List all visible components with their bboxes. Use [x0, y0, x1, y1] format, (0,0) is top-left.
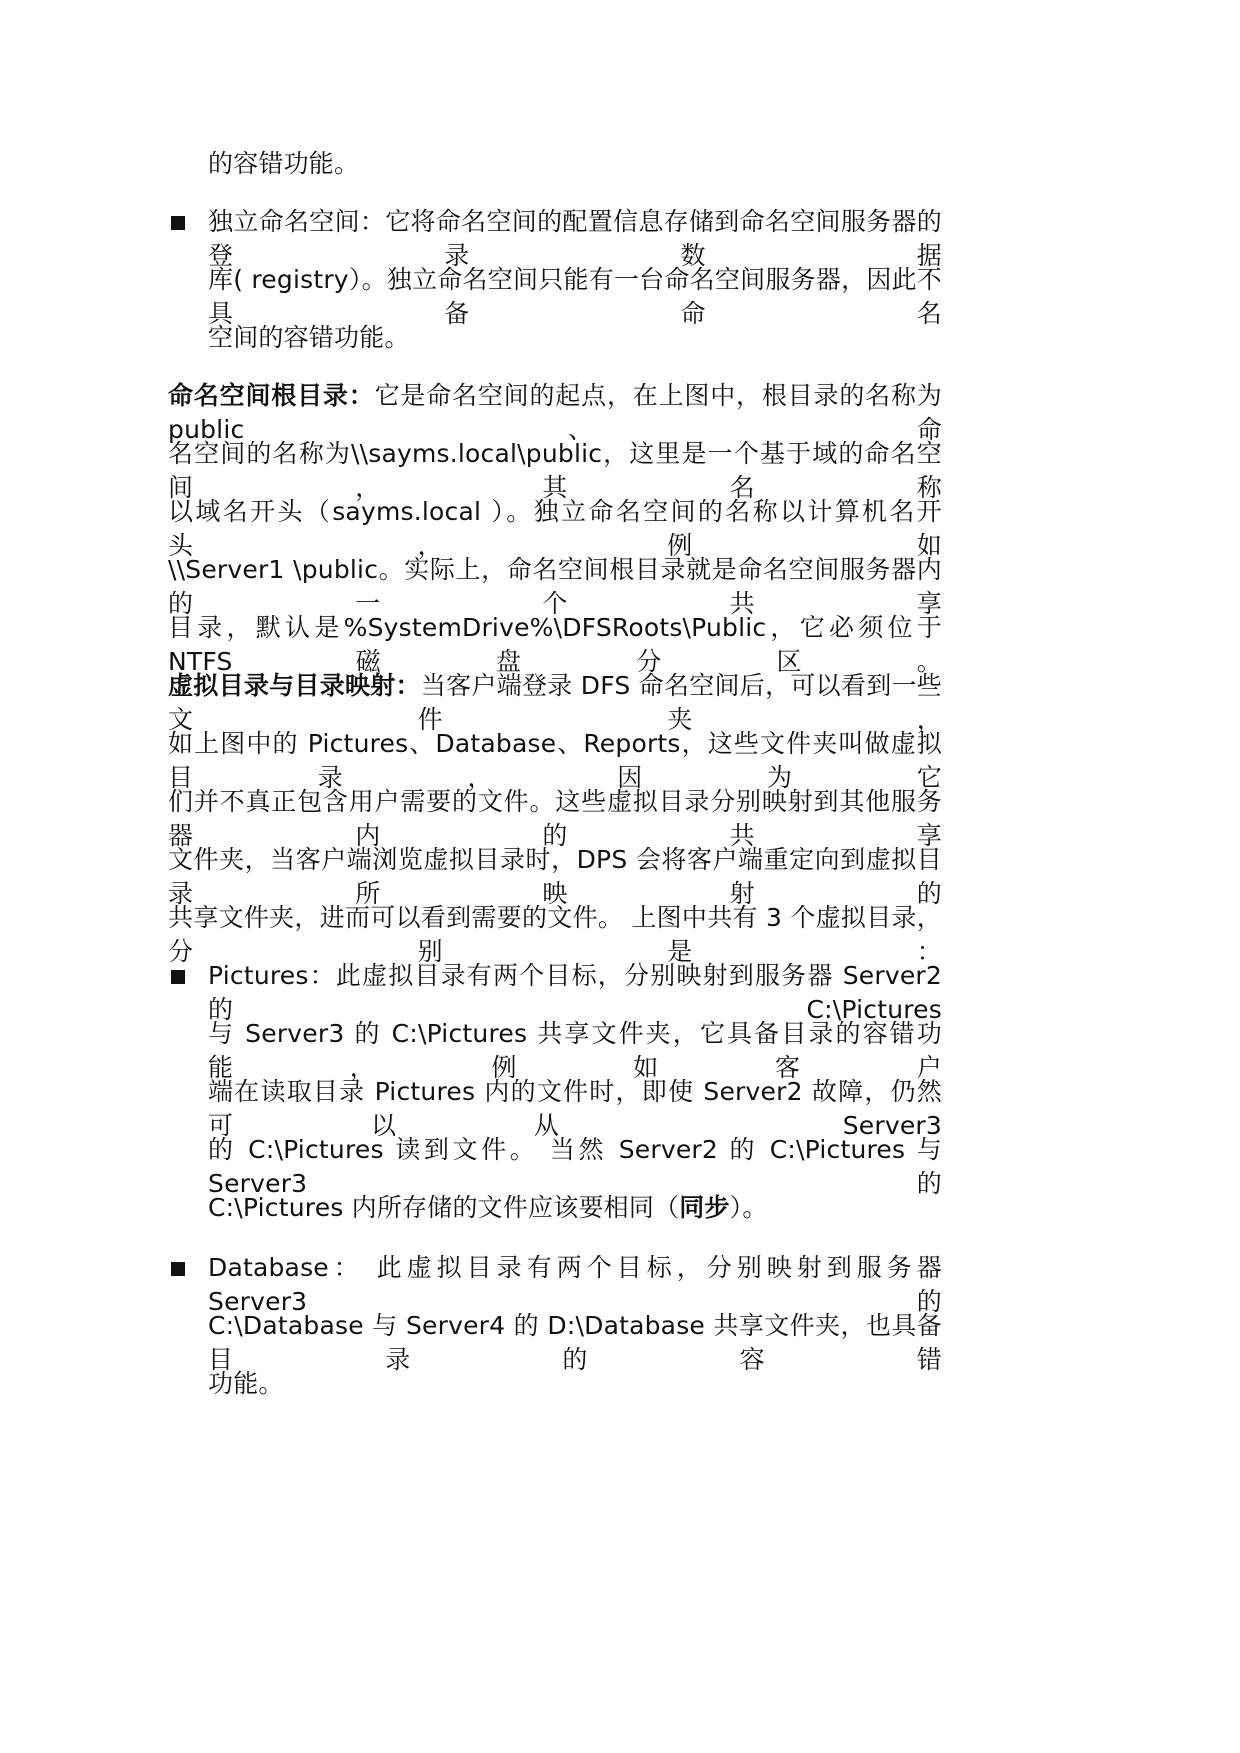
pictures-line-4: 的 C:\Pictures 读到文件。 当然 Server2 的 C:\Pictures 与 Server3 的 [208, 1135, 942, 1198]
root-section-label: 命名空间根目录： [168, 381, 375, 410]
root-section-line-4: \\Server1 \public。实际上，命名空间根目录就是命名空间服务器内的一个共享 [168, 555, 942, 618]
pictures-line-5 [208, 1191, 768, 1225]
pictures-line-5-post: ）。 [729, 1193, 768, 1222]
virtual-section-line-2: 如上图中的 Pictures、Database、Reports，这些文件夹叫做虚拟目录，因为它 [168, 729, 942, 792]
database-line-2: C:\Database 与 Server4 的 D:\Database 共享文件夹，也具备目录的容错 [208, 1311, 942, 1374]
virtual-section-label: 虚拟目录与目录映射： [168, 671, 421, 700]
database-line-1: Database： 此虚拟目录有两个目标，分别映射到服务器 Server3 的 [208, 1253, 942, 1316]
standalone-namespace-line-2: 库( registry）。独立命名空间只能有一台命名空间服务器，因此不具备命名 [208, 265, 942, 328]
pictures-line-3: 端在读取目录 Pictures 内的文件时，即使 Server2 故障，仍然可以从 Server3 [208, 1077, 942, 1140]
square-bullet-icon [171, 970, 185, 984]
virtual-section-line-4: 文件夹，当客户端浏览虚拟目录时，DPS 会将客户端重定向到虚拟目录所映射的 [168, 845, 942, 908]
root-section-line-3: 以域名开头（sayms.local ）。独立命名空间的名称以计算机名开头，例如 [168, 497, 942, 560]
root-section-line-1-text: 它是命名空间的起点，在上图中，根目录的名称为 public、命 [168, 381, 942, 444]
pictures-line-2: 与 Server3 的 C:\Pictures 共享文件夹，它具备目录的容错功能，例如客户 [208, 1019, 942, 1082]
square-bullet-icon [171, 1262, 185, 1276]
standalone-namespace-line-3: 空间的容错功能。 [208, 323, 410, 352]
database-line-3: 功能。 [208, 1369, 284, 1398]
sync-emphasis: 同步 [679, 1193, 730, 1222]
continuation-line: 的容错功能。 [208, 149, 360, 178]
virtual-section-line-1-text: 当客户端登录 DFS 命名空间后，可以看到一些文件夹， [168, 671, 942, 734]
virtual-section-line-5: 共享文件夹，进而可以看到需要的文件。 上图中共有 3 个虚拟目录，分别是： [168, 903, 942, 966]
root-section-line-2: 名空间的名称为\\sayms.local\public，这里是一个基于域的命名空间，其名称 [168, 439, 942, 502]
standalone-namespace-line-1: 独立命名空间：它将命名空间的配置信息存储到命名空间服务器的登录数据 [208, 207, 942, 270]
root-section-line-5: 目录，默认是%SystemDrive%\DFSRoots\Public，它必须位于 NTFS 磁盘分区。 [168, 613, 942, 676]
square-bullet-icon [171, 216, 185, 230]
virtual-section-line-3: 们并不真正包含用户需要的文件。这些虚拟目录分别映射到其他服务器内的共享 [168, 787, 942, 850]
pictures-line-5-pre: C:\Pictures 内所存储的文件应该要相同（ [208, 1193, 680, 1222]
pictures-line-1: Pictures：此虚拟目录有两个目标，分别映射到服务器 Server2 的 C:\Pictures [208, 961, 942, 1024]
